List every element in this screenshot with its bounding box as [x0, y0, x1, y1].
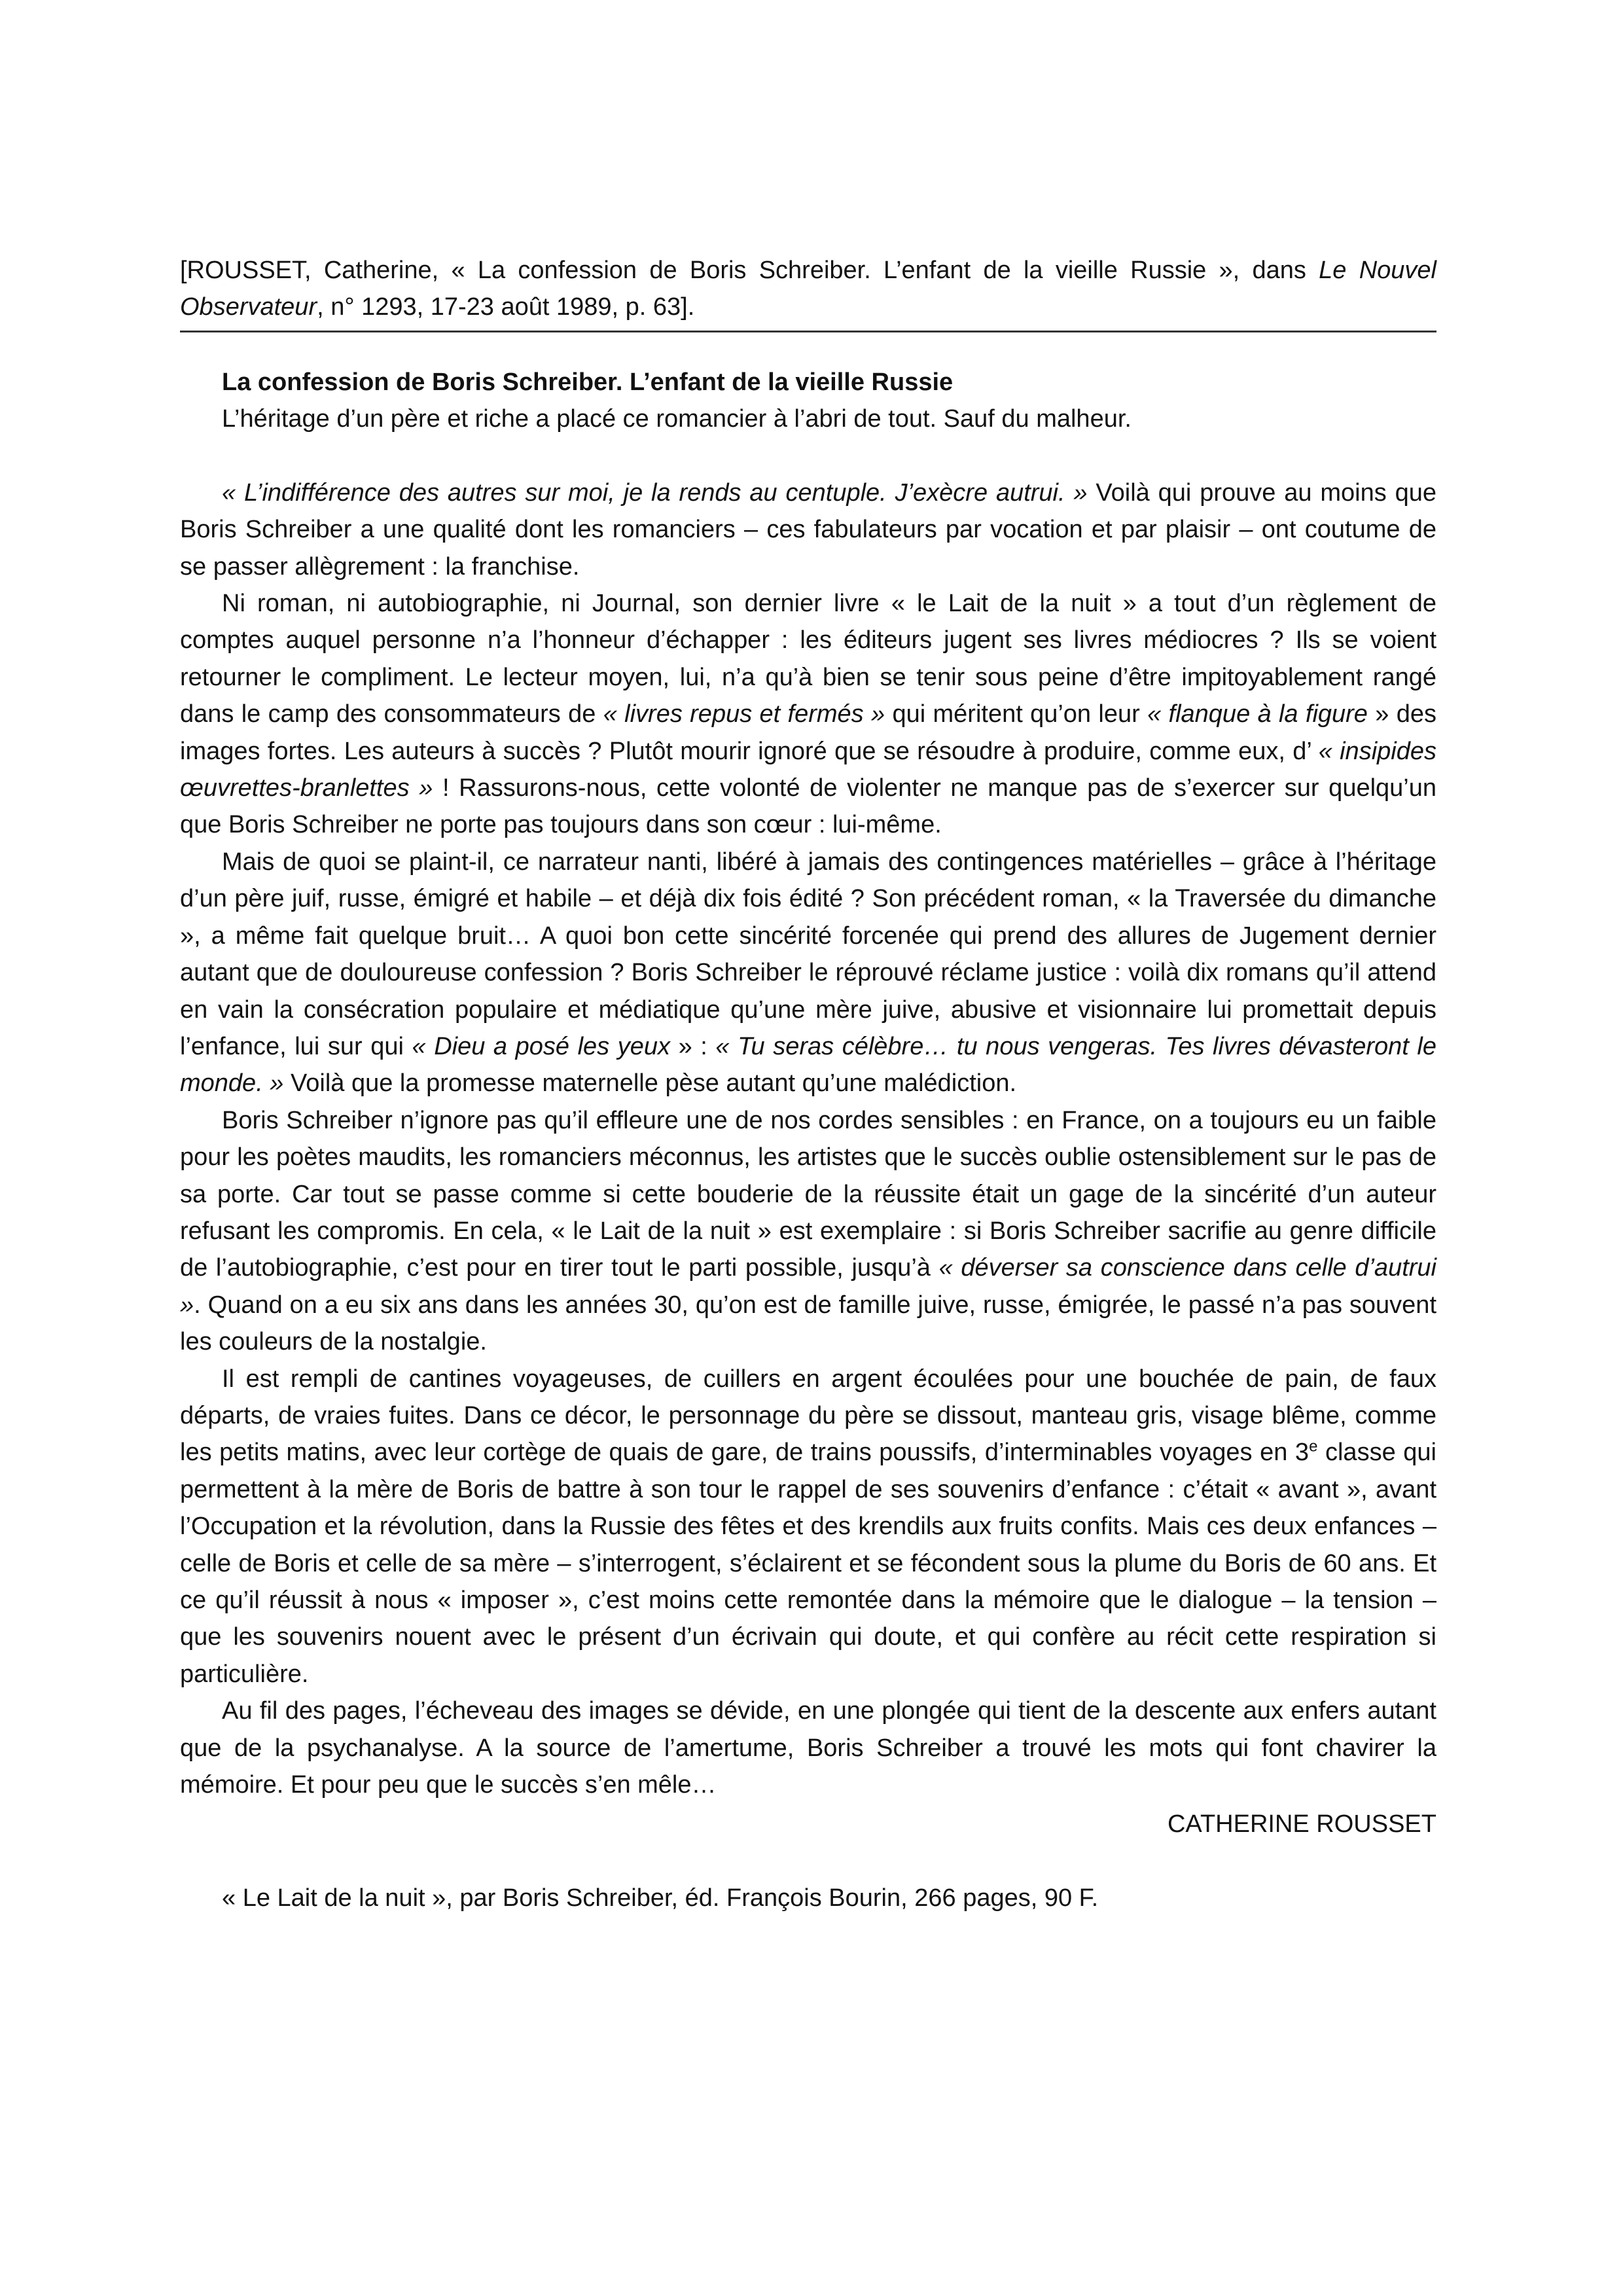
paragraph-1: « L’indifférence des autres sur moi, je la rends au centuple. J’exècre autrui. » Voilà qui prouve au moins que Boris Schreiber a une qualité dont les romanciers – ces fabulateurs par vocation et par plaisir – ont coutume de se passer allègrement : la franchise. — [180, 478, 1436, 581]
header-divider — [180, 331, 1436, 332]
author-signature: CATHERINE ROUSSET — [1167, 1810, 1436, 1839]
quote: « insipides œuvrettes-branlettes » — [180, 737, 1436, 802]
paragraph-3: Mais de quoi se plaint-il, ce narrateur nanti, libéré à jamais des contingences matérielles – grâce à l’héritage d’un père juif, russe, émigré et habile – et déjà dix fois édité ? Son précédent roman, « la Traversée du dimanche », a même fait quelque bruit… A quoi bon cette sincérité forcenée qui prend des allures de Jugement dernier autant que de douloureuse confession ? Boris Schreiber le réprouvé réclame justice : voilà dix romans qu’il attend en vain la consécration populaire et médiatique qu’une mère juive, abusive et visionnaire lui promettait depuis l’enfance, lui sur qui « Dieu a posé les yeux » : « Tu seras célèbre… tu nous vengeras. Tes livres dévasteront le monde. » Voilà que la promesse maternelle pèse autant qu’une malédiction. — [180, 848, 1436, 1098]
citation-journal: Le Nouvel Observateur — [180, 257, 1436, 321]
superscript: e — [1309, 1437, 1318, 1456]
citation-header — [180, 252, 1436, 328]
quote: « flanque à la figure — [1147, 700, 1368, 728]
quote: « L’indifférence des autres sur moi, je la rends au centuple. J’exècre autrui. » — [222, 478, 1088, 507]
book-reference: « Le Lait de la nuit », par Boris Schreiber, éd. François Bourin, 266 pages, 90 F. — [222, 1884, 1099, 1912]
paragraph-6: Au fil des pages, l’écheveau des images se dévide, en une plongée qui tient de la descente aux enfers autant que de la psychanalyse. A la source de l’amertume, Boris Schreiber a trouvé les mots qui font chavirer la mémoire. Et pour peu que le succès s’en mêle… — [180, 1697, 1436, 1799]
article-body — [180, 364, 1436, 1843]
quote: « Dieu a posé les yeux — [412, 1032, 671, 1060]
citation-text-end: , n° 1293, 17-23 août 1989, p. 63]. — [317, 293, 695, 321]
paragraph-5: Il est rempli de cantines voyageuses, de cuillers en argent écoulées pour une bouchée de pain, de faux départs, de vraies fuites. Dans ce décor, le personnage du père se dissout, manteau gris, visage blême, comme les petits matins, avec leur cortège de quais de gare, de trains poussifs, d’interminables voyages en 3e classe qui permettent à la mère de Boris de battre à son tour le rappel de ses souvenirs d’enfance : c’était « avant », avant l’Occupation et la révolution, dans la Russie des fêtes et des krendils aux fruits confits. Mais ces deux enfances – celle de Boris et celle de sa mère – s’interrogent, s’éclairent et se fécondent sous la plume du Boris de 60 ans. Et ce qu’il réussit à nous « imposer », c’est moins cette remontée dans la mémoire que le dialogue – la tension – que les souvenirs nouent avec le présent d’un écrivain qui doute, et qui confère au récit cette respiration si particulière. — [180, 1365, 1436, 1688]
article-deck: L’héritage d’un père et riche a placé ce romancier à l’abri de tout. Sauf du malheur. — [222, 405, 1132, 433]
quote: « déverser sa conscience dans celle d’autrui » — [180, 1254, 1436, 1319]
paragraph-2: Ni roman, ni autobiographie, ni Journal, son dernier livre « le Lait de la nuit » a tout d’un règlement de comptes auquel personne n’a l’honneur d’échapper : les éditeurs jugent ses livres médiocres ? Ils se voient retourner le compliment. Le lecteur moyen, lui, n’a qu’à bien se tenir sous peine d’être impitoyablement rangé dans le camp des consommateurs de « livres repus et fermés » qui méritent qu’on leur « flanque à la figure » des images fortes. Les auteurs à succès ? Plutôt mourir ignoré que se résoudre à produire, comme eux, d’ « insipides œuvrettes-branlettes » ! Rassurons-nous, cette volonté de violenter ne manque pas de s’exercer sur quelqu’un que Boris Schreiber ne porte pas toujours dans son cœur : lui-même. — [180, 590, 1437, 839]
document-page — [180, 252, 1436, 1916]
paragraph-4: Boris Schreiber n’ignore pas qu’il effleure une de nos cordes sensibles : en France, on a toujours eu un faible pour les poètes maudits, les romanciers méconnus, les artistes que le succès oublie ostensiblement sur le pas de sa porte. Car tout se passe comme si cette bouderie de la réussite était un gage de la sincérité d’un auteur refusant les compromis. En cela, « le Lait de la nuit » est exemplaire : si Boris Schreiber sacrifie au genre difficile de l’autobiographie, c’est pour en tirer tout le parti possible, jusqu’à « déverser sa conscience dans celle d’autrui ». Quand on a eu six ans dans les années 30, qu’on est de famille juive, russe, émigrée, le passé n’a pas souvent les couleurs de la nostalgie. — [180, 1106, 1436, 1356]
citation-text: [ROUSSET, Catherine, « La confession de Boris Schreiber. L’enfant de la vieille Russie », dans — [180, 257, 1319, 284]
quote: « Tu seras célèbre… tu nous vengeras. Tes livres dévasteront le monde. » — [180, 1032, 1436, 1098]
article-title: La confession de Boris Schreiber. L’enfant de la vieille Russie — [222, 368, 954, 396]
quote: « livres repus et fermés » — [603, 700, 885, 728]
